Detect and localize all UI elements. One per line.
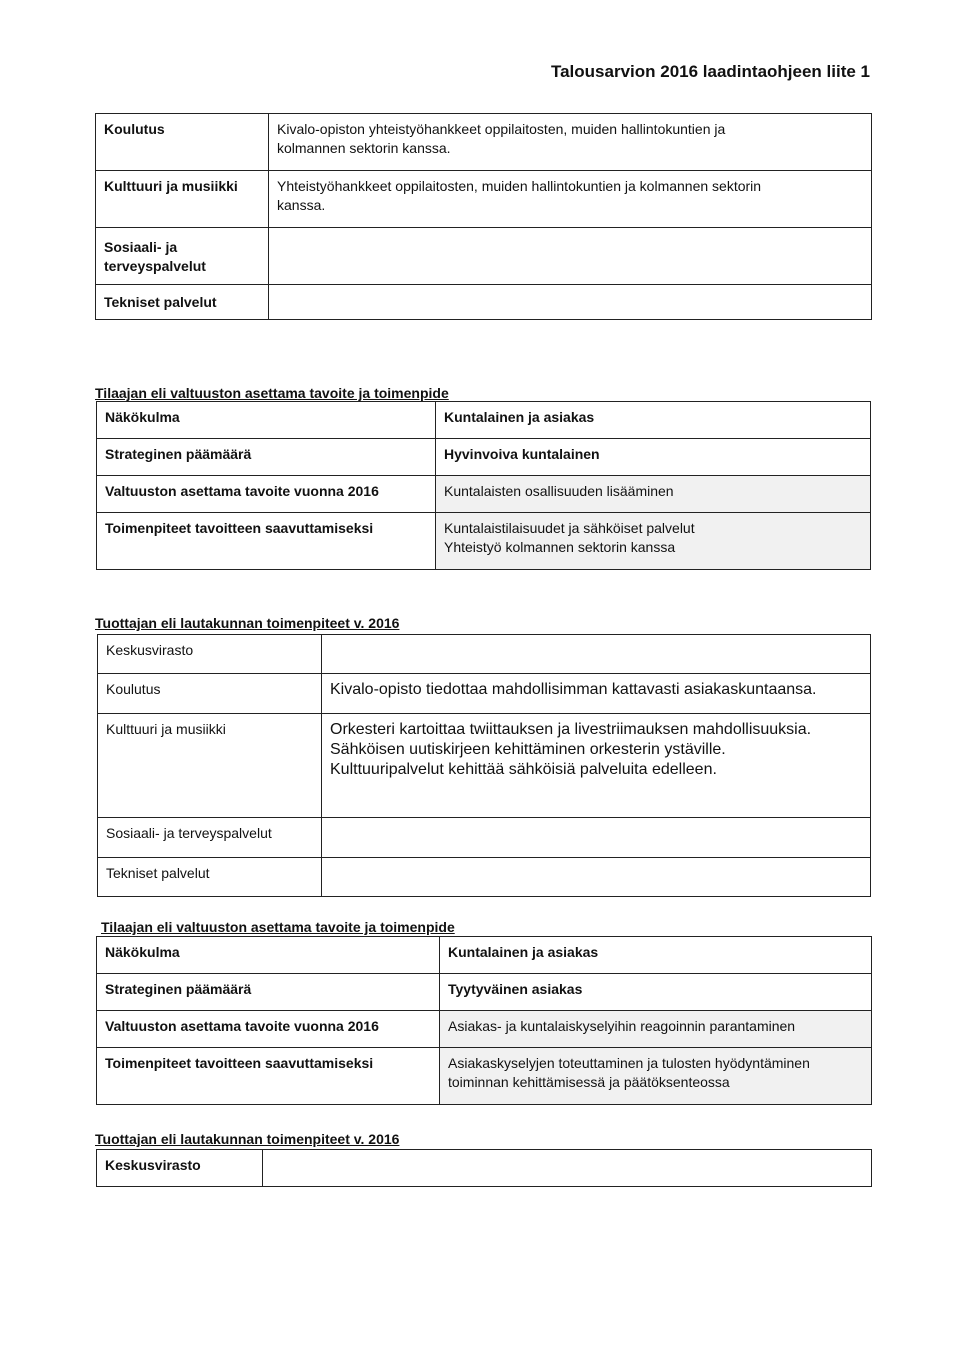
producer-table: [96, 1149, 872, 1187]
row-value: Orkesteri kartoittaa twiittauksen ja livestriimauksen mahdollisuuksia. Sähköisen uutiskirjeen kehittäminen orkesterin ystäville. Kulttuuripalvelut kehittää sähköisiä palveluita edelleen.: [322, 714, 871, 818]
table-row: [97, 1048, 872, 1105]
table-row: [96, 285, 872, 320]
table-row: [98, 714, 871, 818]
table-row: [98, 818, 871, 858]
goal-table: [96, 936, 872, 1105]
row-value: Kuntalainen ja asiakas: [440, 937, 872, 974]
row-label: Kulttuuri ja musiikki: [98, 714, 322, 818]
row-value: Asiakas- ja kuntalaiskyselyihin reagoinnin parantaminen: [440, 1011, 872, 1048]
row-label: Tekniset palvelut: [96, 285, 269, 320]
row-label: Toimenpiteet tavoitteen saavuttamiseksi: [97, 1048, 440, 1105]
row-label: Keskusvirasto: [98, 635, 322, 674]
producer-table: [97, 634, 871, 897]
table-row: [96, 114, 872, 171]
row-value: Yhteistyöhankkeet oppilaitosten, muiden hallintokuntien ja kolmannen sektorin kanssa.: [269, 171, 872, 228]
section-title: Tilaajan eli valtuuston asettama tavoite ja toimenpide: [95, 385, 449, 401]
table-row: [97, 1011, 872, 1048]
table-row: [97, 1150, 872, 1187]
section-title: Tuottajan eli lautakunnan toimenpiteet v. 2016: [95, 1131, 400, 1147]
row-value: Kuntalaistilaisuudet ja sähköiset palvelut Yhteistyö kolmannen sektorin kanssa: [436, 513, 871, 570]
row-value: [269, 285, 872, 320]
row-label: Kulttuuri ja musiikki: [96, 171, 269, 228]
table-row: [98, 858, 871, 897]
row-label: Sosiaali- ja terveyspalvelut: [96, 228, 269, 285]
table-row: [98, 674, 871, 714]
row-label: Sosiaali- ja terveyspalvelut: [98, 818, 322, 858]
table-row: [96, 228, 872, 285]
table-row: [98, 635, 871, 674]
table-row: [97, 402, 871, 439]
row-value: Hyvinvoiva kuntalainen: [436, 439, 871, 476]
row-label: Toimenpiteet tavoitteen saavuttamiseksi: [97, 513, 436, 570]
row-label: Valtuuston asettama tavoite vuonna 2016: [97, 476, 436, 513]
row-value: [263, 1150, 872, 1187]
table-row: [96, 171, 872, 228]
row-label: Näkökulma: [97, 402, 436, 439]
table-row: [97, 937, 872, 974]
row-value: Kuntalaisten osallisuuden lisääminen: [436, 476, 871, 513]
row-label: Keskusvirasto: [97, 1150, 263, 1187]
section-title: Tilaajan eli valtuuston asettama tavoite ja toimenpide: [101, 919, 455, 935]
row-value: [322, 858, 871, 897]
section-title: Tuottajan eli lautakunnan toimenpiteet v. 2016: [95, 615, 400, 631]
row-value: Kivalo-opiston yhteistyöhankkeet oppilaitosten, muiden hallintokuntien ja kolmannen sektorin kanssa.: [269, 114, 872, 171]
row-label: Tekniset palvelut: [98, 858, 322, 897]
row-value: Kivalo-opisto tiedottaa mahdollisimman kattavasti asiakaskuntaansa.: [322, 674, 871, 714]
row-value: [269, 228, 872, 285]
row-value: Asiakaskyselyjen toteuttaminen ja tulosten hyödyntäminen toiminnan kehittämisessä ja päätöksenteossa: [440, 1048, 872, 1105]
row-label: Koulutus: [96, 114, 269, 171]
table-row: [97, 476, 871, 513]
row-label: Strateginen päämäärä: [97, 974, 440, 1011]
cooperation-table: [95, 113, 872, 320]
document-title: Talousarvion 2016 laadintaohjeen liite 1: [550, 62, 870, 81]
table-row: [97, 974, 872, 1011]
table-row: [97, 439, 871, 476]
row-value: Tyytyväinen asiakas: [440, 974, 872, 1011]
row-label: Näkökulma: [97, 937, 440, 974]
row-label: Strateginen päämäärä: [97, 439, 436, 476]
row-value: Kuntalainen ja asiakas: [436, 402, 871, 439]
row-label: Koulutus: [98, 674, 322, 714]
row-value: [322, 818, 871, 858]
row-value: [322, 635, 871, 674]
row-label: Valtuuston asettama tavoite vuonna 2016: [97, 1011, 440, 1048]
goal-table: [96, 401, 871, 570]
table-row: [97, 513, 871, 570]
